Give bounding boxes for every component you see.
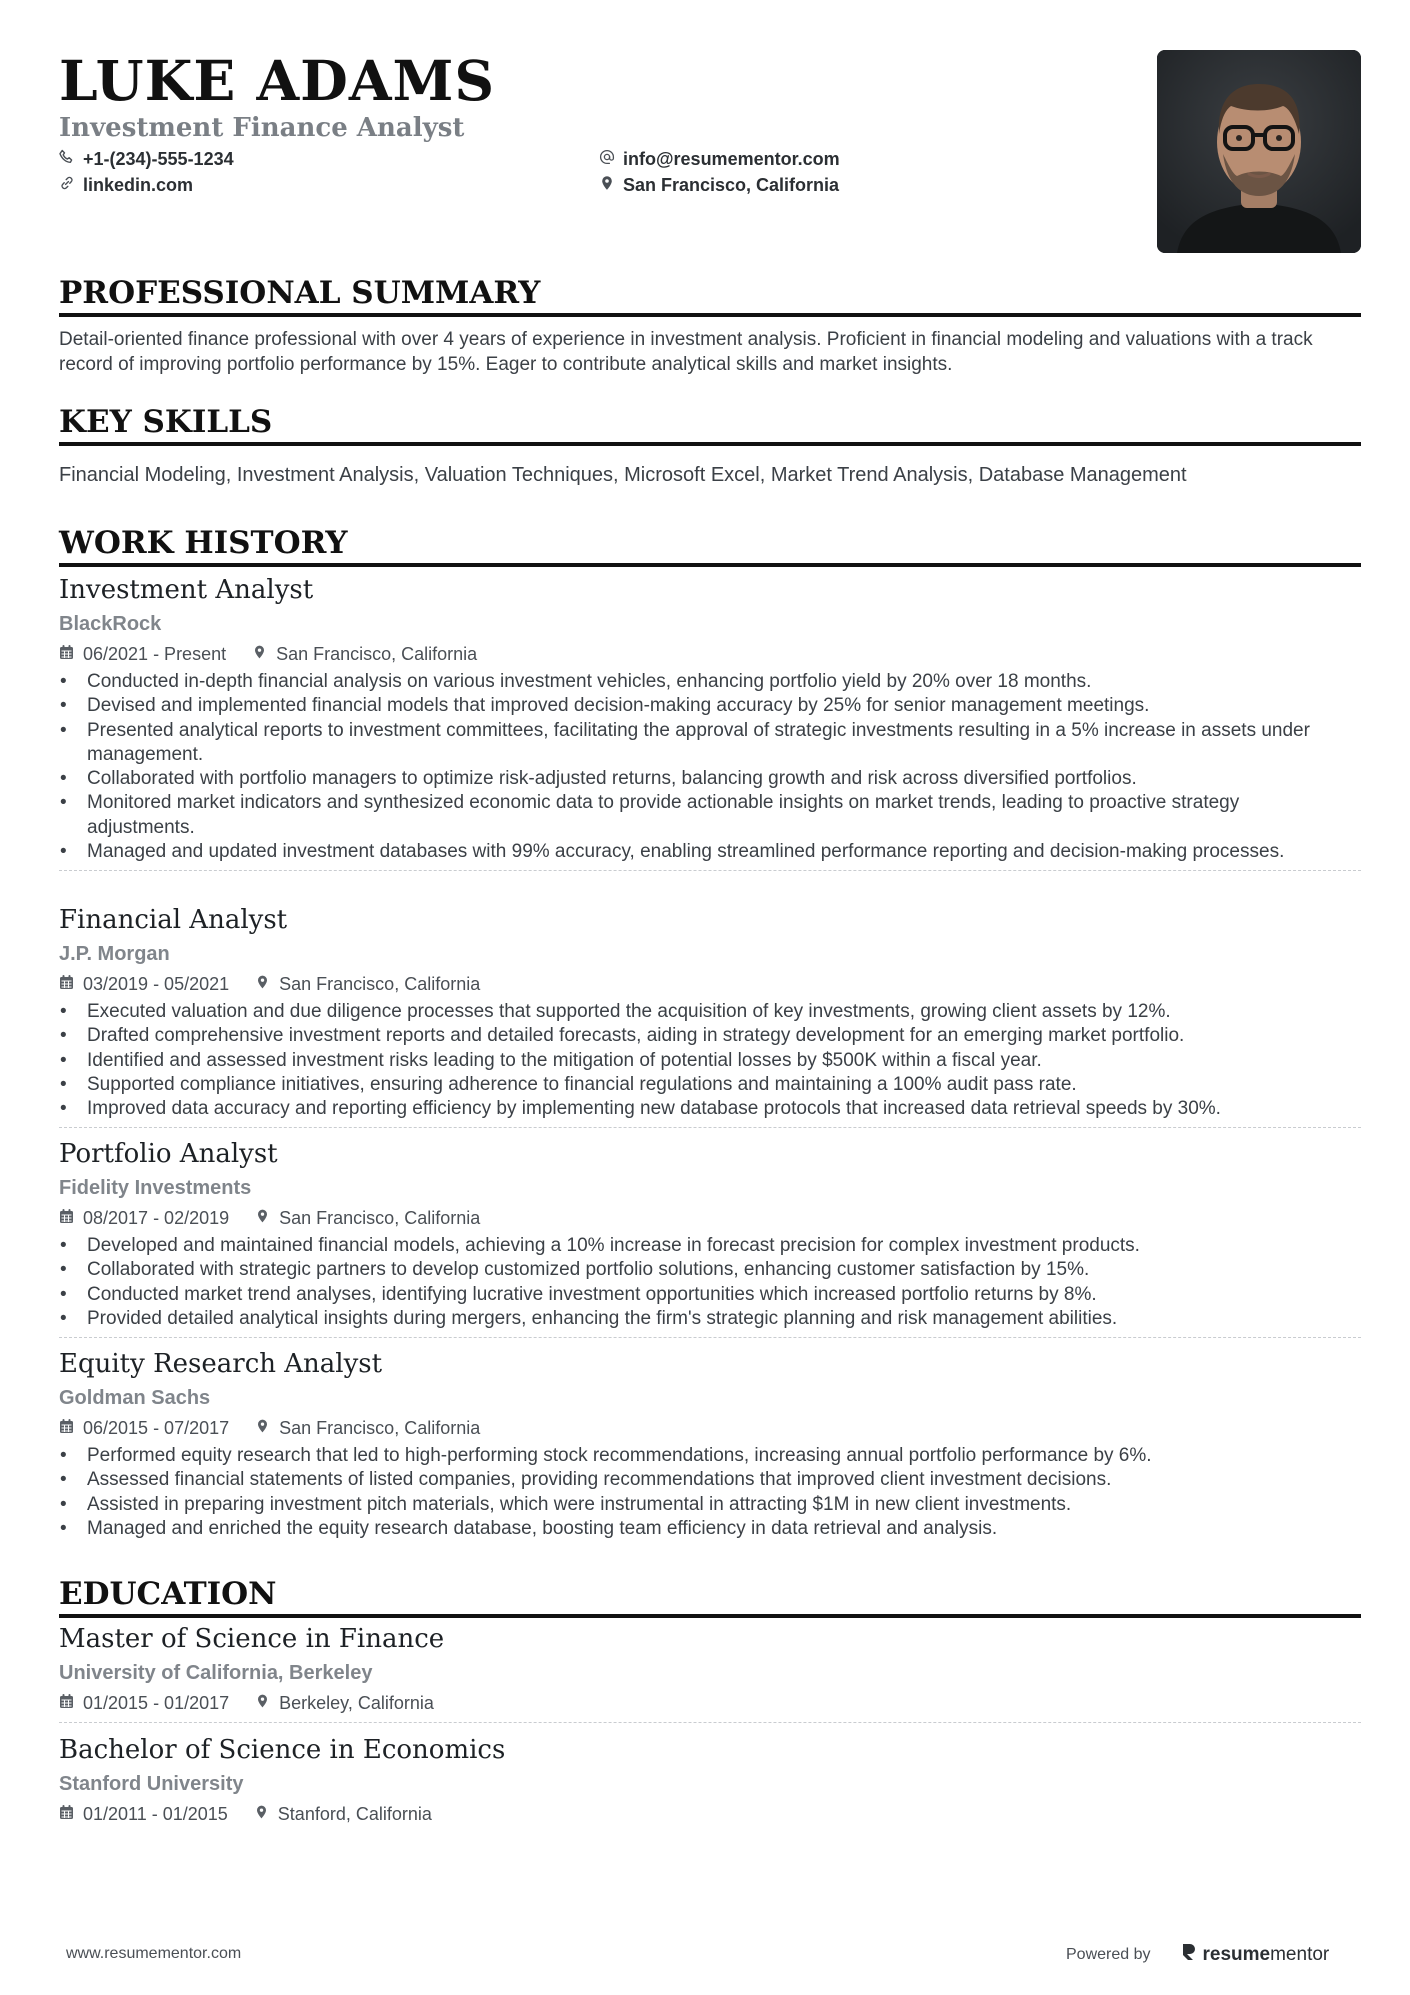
- job-dates: 03/2019 - 05/2021: [59, 972, 229, 996]
- degree-title: Master of Science in Finance: [59, 1624, 445, 1654]
- education-dates: 01/2011 - 01/2015: [59, 1802, 228, 1826]
- bullet-item: • Presented analytical reports to investment committees, facilitating the approval of strategic investments resulting in a 5% increase in assets under management.: [59, 719, 1361, 768]
- calendar-icon: [59, 1416, 74, 1440]
- bullet-item: • Developed and maintained financial models, achieving a 10% increase in forecast precision for complex investment products.: [59, 1234, 1361, 1258]
- calendar-icon: [59, 1691, 74, 1715]
- job-location: San Francisco, California: [255, 1416, 480, 1440]
- job-company: BlackRock: [59, 613, 162, 635]
- brand-name-strong: resume: [1202, 1944, 1271, 1965]
- contact-linkedin[interactable]: [59, 173, 193, 197]
- bullet-item: • Conducted in-depth financial analysis on various investment vehicles, enhancing portfolio yield by 20% over 18 months.: [59, 670, 1361, 694]
- location-pin-icon: [255, 1416, 270, 1440]
- job-dates: 06/2021 - Present: [59, 642, 226, 666]
- brand-name-light: mentor: [1270, 1944, 1330, 1965]
- bullet-item: • Executed valuation and due diligence processes that supported the acquisition of key investments, growing client assets by 12%.: [59, 1000, 1361, 1024]
- footer-branding: [1066, 1942, 1329, 1968]
- contact-email[interactable]: [599, 147, 840, 171]
- job-entry: [59, 903, 1361, 1128]
- phone-icon: [59, 147, 75, 171]
- job-entry: [59, 1137, 1361, 1338]
- linkedin-text[interactable]: linkedin.com: [83, 175, 194, 195]
- job-meta: [59, 1205, 1361, 1231]
- bullet-item: • Managed and updated investment databases with 99% accuracy, enabling streamlined performance reporting and decision-making processes.: [59, 840, 1361, 864]
- job-meta: [59, 641, 1361, 667]
- education-meta: [59, 1690, 1361, 1716]
- bullet-item: • Conducted market trend analyses, identifying lucrative investment opportunities which increased portfolio returns by 8%.: [59, 1283, 1361, 1307]
- job-dates: 08/2017 - 02/2019: [59, 1206, 229, 1230]
- bullet-item: • Assessed financial statements of listed companies, providing recommendations that improved client investment decisions.: [59, 1468, 1361, 1492]
- location-text: San Francisco, California: [623, 175, 840, 195]
- profile-photo: [1157, 50, 1361, 253]
- bullet-item: • Collaborated with strategic partners to develop customized portfolio solutions, enhancing customer satisfaction by 15%.: [59, 1258, 1361, 1282]
- skills-heading: KEY SKILLS: [59, 403, 1361, 446]
- job-location: San Francisco, California: [255, 972, 480, 996]
- job-company: J.P. Morgan: [59, 943, 170, 965]
- education-entry: [59, 1733, 1361, 1827]
- calendar-icon: [59, 642, 74, 666]
- at-icon: [599, 147, 615, 171]
- phone-text: +1-(234)-555-1234: [83, 149, 234, 169]
- education-dates: 01/2015 - 01/2017: [59, 1691, 229, 1715]
- education-heading: EDUCATION: [59, 1575, 1361, 1618]
- powered-by-label: Powered by: [1066, 1946, 1151, 1963]
- candidate-name: LUKE ADAMS: [59, 48, 496, 113]
- footer-website-link[interactable]: www.resumementor.com: [66, 1945, 242, 1962]
- bullet-item: • Managed and enriched the equity research database, boosting team efficiency in data retrieval and analysis.: [59, 1517, 1361, 1541]
- job-location: San Francisco, California: [255, 1206, 480, 1230]
- job-company: Fidelity Investments: [59, 1177, 252, 1199]
- job-meta: [59, 1415, 1361, 1441]
- calendar-icon: [59, 1802, 74, 1826]
- job-title: Equity Research Analyst: [59, 1349, 383, 1379]
- job-title: Portfolio Analyst: [59, 1139, 278, 1169]
- job-title: Financial Analyst: [59, 905, 288, 935]
- bullet-item: • Improved data accuracy and reporting efficiency by implementing new database protocols that increased data retrieval speeds by 30%.: [59, 1097, 1361, 1121]
- bullet-item: • Monitored market indicators and synthesized economic data to provide actionable insights on market trends, leading to proactive strategy adjustments.: [59, 791, 1361, 840]
- email-text[interactable]: info@resumementor.com: [623, 149, 840, 169]
- job-entry: [59, 573, 1361, 871]
- job-dates: 06/2015 - 07/2017: [59, 1416, 229, 1440]
- bullet-item: • Provided detailed analytical insights during mergers, enhancing the firm's strategic planning and risk management abilities.: [59, 1307, 1361, 1331]
- bullet-item: • Collaborated with portfolio managers to optimize risk-adjusted returns, balancing growth and risk across diversified portfolios.: [59, 767, 1361, 791]
- job-meta: [59, 971, 1361, 997]
- location-pin-icon: [599, 173, 615, 197]
- skills-text: Financial Modeling, Investment Analysis, Valuation Techniques, Microsoft Excel, Market Trend Analysis, Database Management: [59, 464, 1187, 486]
- brand-logo[interactable]: [1181, 1942, 1330, 1968]
- bullet-item: • Identified and assessed investment risks leading to the mitigation of potential losses by $500K within a fiscal year.: [59, 1049, 1361, 1073]
- job-bullets: [59, 1000, 1361, 1127]
- candidate-title: Investment Finance Analyst: [59, 113, 465, 143]
- job-entry: [59, 1347, 1361, 1547]
- bullet-item: • Performed equity research that led to high-performing stock recommendations, increasing annual portfolio performance by 6%.: [59, 1444, 1361, 1468]
- summary-text: Detail-oriented finance professional with over 4 years of experience in investment analysis. Proficient in financial modeling and valuations with a track record of improving portfolio performance by 15%. Eager to contribute analytical skills and market insights.: [59, 329, 1313, 375]
- job-location: San Francisco, California: [252, 642, 477, 666]
- calendar-icon: [59, 1206, 74, 1230]
- degree-title: Bachelor of Science in Economics: [59, 1735, 506, 1765]
- bullet-item: • Drafted comprehensive investment reports and detailed forecasts, aiding in strategy development for an emerging market portfolio.: [59, 1024, 1361, 1048]
- summary-heading: PROFESSIONAL SUMMARY: [59, 274, 1361, 317]
- bullet-item: • Supported compliance initiatives, ensuring adherence to financial regulations and maintaining a 100% audit pass rate.: [59, 1073, 1361, 1097]
- school-name: University of California, Berkeley: [59, 1662, 373, 1684]
- location-pin-icon: [252, 642, 267, 666]
- location-pin-icon: [254, 1802, 269, 1826]
- bullet-item: • Assisted in preparing investment pitch materials, which were instrumental in attracting $1M in new client investments.: [59, 1493, 1361, 1517]
- education-meta: [59, 1801, 1361, 1827]
- job-bullets: [59, 1444, 1361, 1547]
- resumementor-logo-icon: [1181, 1942, 1197, 1968]
- education-location: Stanford, California: [254, 1802, 432, 1826]
- job-company: Goldman Sachs: [59, 1387, 211, 1409]
- location-pin-icon: [255, 972, 270, 996]
- school-name: Stanford University: [59, 1773, 244, 1795]
- bullet-item: • Devised and implemented financial models that improved decision-making accuracy by 25% for senior management meetings.: [59, 694, 1361, 718]
- calendar-icon: [59, 972, 74, 996]
- link-icon: [59, 173, 75, 197]
- contact-location: [599, 173, 839, 197]
- job-bullets: [59, 1234, 1361, 1337]
- education-location: Berkeley, California: [255, 1691, 434, 1715]
- job-bullets: [59, 670, 1361, 870]
- job-title: Investment Analyst: [59, 575, 314, 605]
- location-pin-icon: [255, 1206, 270, 1230]
- work-history-heading: WORK HISTORY: [59, 524, 1361, 567]
- location-pin-icon: [255, 1691, 270, 1715]
- education-entry: [59, 1622, 1361, 1723]
- contact-phone: [59, 147, 234, 171]
